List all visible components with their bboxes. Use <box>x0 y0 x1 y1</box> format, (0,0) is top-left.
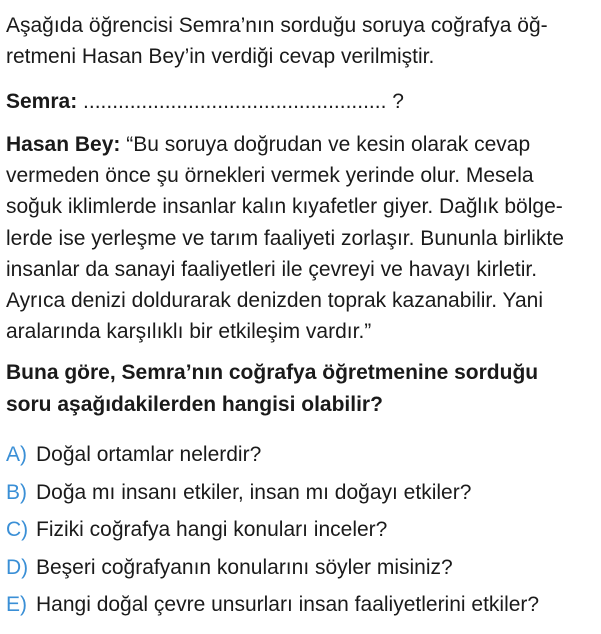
intro-line-2: retmeni Hasan Bey’in verdiği cevap verilmiştir. <box>6 45 435 68</box>
option-e[interactable] <box>6 590 601 628</box>
option-b-text: Doğa mı insanı etkiler, insan mı doğayı etkiler? <box>36 480 472 504</box>
option-d[interactable] <box>6 553 601 591</box>
option-d-letter: D) <box>6 555 29 579</box>
hasan-line-7: aralarında karşılıklı bir etkileşim vardır.” <box>6 320 372 344</box>
option-b[interactable] <box>6 478 601 516</box>
hasan-line-1: “Bu soruya doğrudan ve kesin olarak cevap <box>120 133 531 156</box>
question-stem <box>6 357 592 421</box>
hasan-dialogue <box>6 129 592 347</box>
option-d-text: Beşeri coğrafyanın konularını söyler misiniz? <box>36 555 453 579</box>
hasan-speaker-name: Hasan Bey: <box>6 133 121 156</box>
intro-line-1: Aşağıda öğrencisi Semra’nın sorduğu soruya coğrafya öğ- <box>6 14 548 37</box>
question-line-2: soru aşağıdakilerden hangisi olabilir? <box>6 393 383 416</box>
hasan-line-6: Ayrıca denizi doldurarak denizden toprak kazanabilir. Yani <box>6 289 543 313</box>
semra-speaker-name: Semra: <box>6 90 78 113</box>
hasan-line-2: vermeden önce şu örnekleri vermek yerinde olur. Mesela <box>6 164 534 188</box>
hasan-line-5: insanlar da sanayi faaliyetleri ile çevreyi ve havayı kirletir. <box>6 257 538 281</box>
intro-paragraph <box>6 10 596 72</box>
semra-question-blank: .................................................... ? <box>77 90 404 113</box>
hasan-line-4: lerde ise yerleşme ve tarım faaliyeti zorlaşır. Bununla birlikte <box>6 226 564 250</box>
option-c-text: Fiziki coğrafya hangi konuları inceler? <box>36 518 388 541</box>
option-a-text: Doğal ortamlar nelerdir? <box>36 443 262 466</box>
option-a-letter: A) <box>6 443 27 466</box>
option-a[interactable] <box>6 440 601 478</box>
option-c-letter: C) <box>6 518 29 541</box>
option-e-letter: E) <box>6 593 27 616</box>
option-b-letter: B) <box>6 480 27 504</box>
option-c[interactable] <box>6 515 601 553</box>
semra-dialogue <box>6 87 404 117</box>
hasan-line-3: soğuk iklimlerde insanlar kalın kıyafetler giyer. Dağlık bölge- <box>6 195 563 219</box>
option-e-text: Hangi doğal çevre unsurları insan faaliyetlerini etkiler? <box>36 593 540 616</box>
question-line-1: Buna göre, Semra’nın coğrafya öğretmenine sorduğu <box>6 361 539 384</box>
answer-options <box>6 440 601 628</box>
